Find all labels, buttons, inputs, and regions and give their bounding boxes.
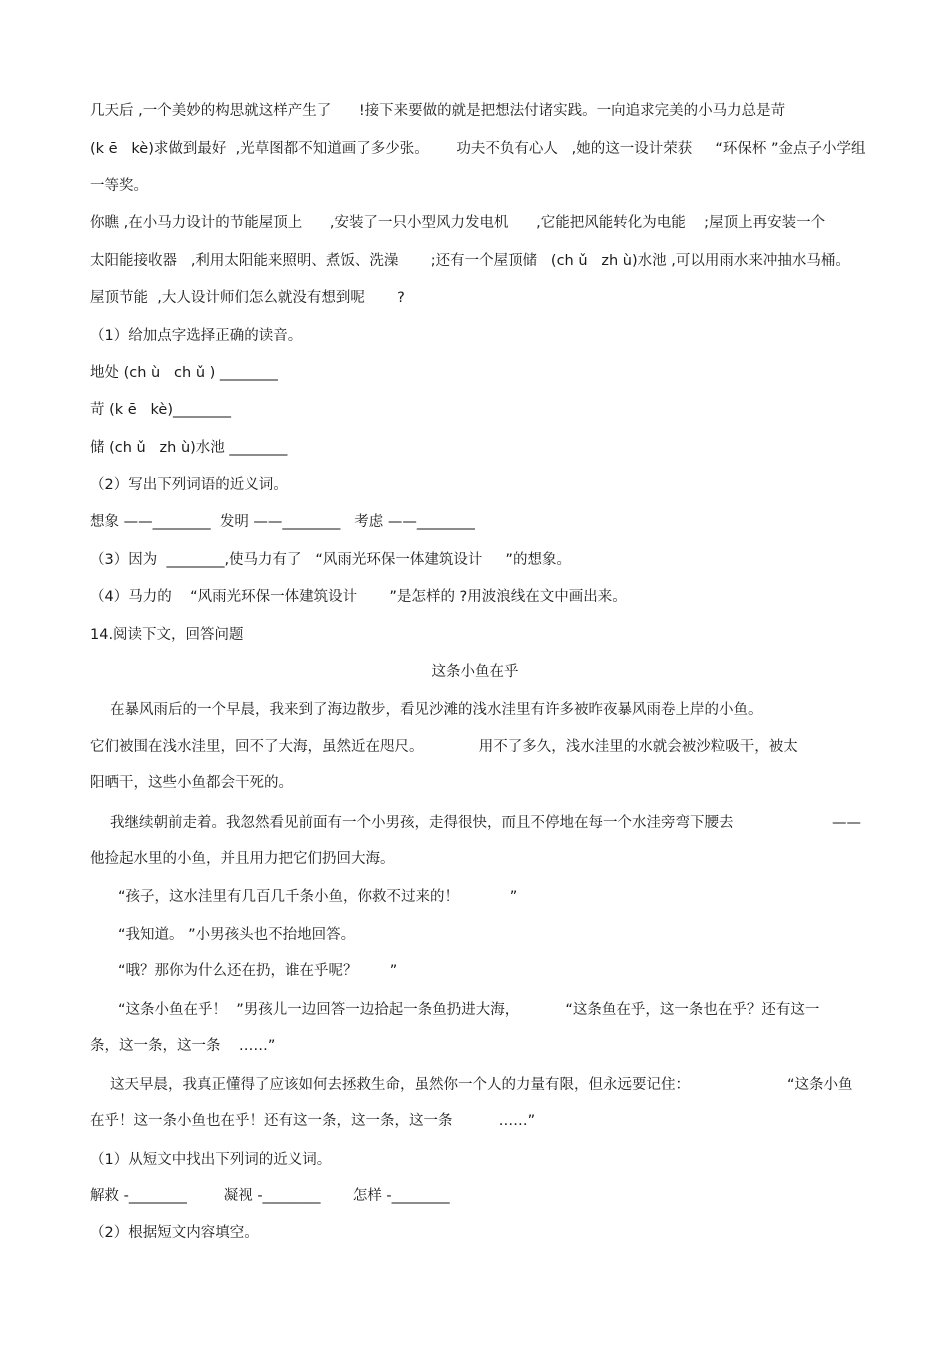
question-heading: （4）马力的 “风雨光环保一体建筑设计 ”是怎样的 ?用波浪线在文中画出来。: [90, 589, 627, 605]
dash: ——: [832, 815, 861, 831]
text-line: 屋顶节能 ,大人设计师们怎么就没有想到呢 ?: [90, 290, 405, 306]
text-line: 一等奖。: [90, 178, 148, 194]
question-heading: （2）根据短文内容填空。: [90, 1225, 259, 1241]
text-line: 在乎！这一条小鱼也在乎！还有这一条，这一条，这一条 ……”: [90, 1113, 536, 1129]
text-line: 他捡起水里的小鱼，并且用力把它们扔回大海。: [90, 851, 395, 867]
passage-title: 这条小鱼在乎: [431, 664, 519, 680]
text-line: “哦？那你为什么还在扔，谁在乎呢？ ”: [118, 963, 398, 979]
question-heading: （1）从短文中找出下列词的近义词。: [90, 1152, 332, 1168]
question-heading: （2）写出下列词语的近义词。: [90, 477, 288, 493]
text-line: 在暴风雨后的一个早晨，我来到了海边散步，看见沙滩的浅水洼里有许多被昨夜暴风雨卷上岸的小鱼。: [110, 702, 763, 718]
text-line: 储 (ch ǔ zh ù)水池 ________: [90, 440, 288, 456]
text-line: “这条小鱼: [787, 1077, 853, 1093]
text-line: 我继续朝前走着。我忽然看见前面有一个小男孩，走得很快，而且不停地在每一个水洼旁弯下腰去: [110, 815, 734, 831]
text-line: 地处 (ch ù ch ǔ ) ________: [90, 365, 278, 381]
text-line: 条，这一条，这一条 ……”: [90, 1038, 276, 1054]
text-line: 你瞧 ,在小马力设计的节能屋顶上 ,安装了一只小型风力发电机 ,它能把风能转化为电能 ;屋顶上再安装一个: [90, 215, 826, 231]
text-line: 解救 -________ 凝视 -________ 怎样 -________: [90, 1188, 450, 1204]
text-line: 想象 ——________ 发明 ——________ 考虑 ——________: [90, 514, 475, 530]
text-line: “这条小鱼在乎！ ”男孩儿一边回答一边拾起一条鱼扔进大海， “这条鱼在乎，这一条也在乎？还有这一: [118, 1002, 820, 1018]
section-heading: 14.阅读下文，回答问题: [90, 627, 244, 643]
text-line: 阳晒干，这些小鱼都会干死的。: [90, 775, 293, 791]
text-line: 太阳能接收器 ,利用太阳能来照明、煮饭、洗澡 ;还有一个屋顶储 (ch ǔ zh ù)水池 ,可以用雨水来冲抽水马桶。: [90, 253, 850, 269]
text-line: “我知道。 ”小男孩头也不抬地回答。: [118, 927, 356, 943]
question-heading: （3）因为 ________,使马力有了 “风雨光环保一体建筑设计 ”的想象。: [90, 552, 571, 568]
question-heading: （1）给加点字选择正确的读音。: [90, 328, 303, 344]
text-line: 苛 (k ē kè)________: [90, 402, 231, 418]
text-line: 这天早晨，我真正懂得了应该如何去拯救生命，虽然你一个人的力量有限，但永远要记住：: [110, 1077, 690, 1093]
text-line: (k ē kè)求做到最好 ,光草图都不知道画了多少张。 功夫不负有心人 ,她的这一设计荣获 “环保杯 ”金点子小学组: [90, 141, 866, 157]
text-line: “孩子，这水洼里有几百几千条小鱼，你救不过来的！ ”: [118, 889, 518, 905]
text-line: 它们被围在浅水洼里，回不了大海，虽然近在咫尺。 用不了多久，浅水洼里的水就会被沙粒吸干，被太: [90, 739, 798, 755]
text-line: 几天后 ,一个美妙的构思就这样产生了 !接下来要做的就是把想法付诸实践。一向追求完美的小马力总是苛: [90, 103, 786, 119]
